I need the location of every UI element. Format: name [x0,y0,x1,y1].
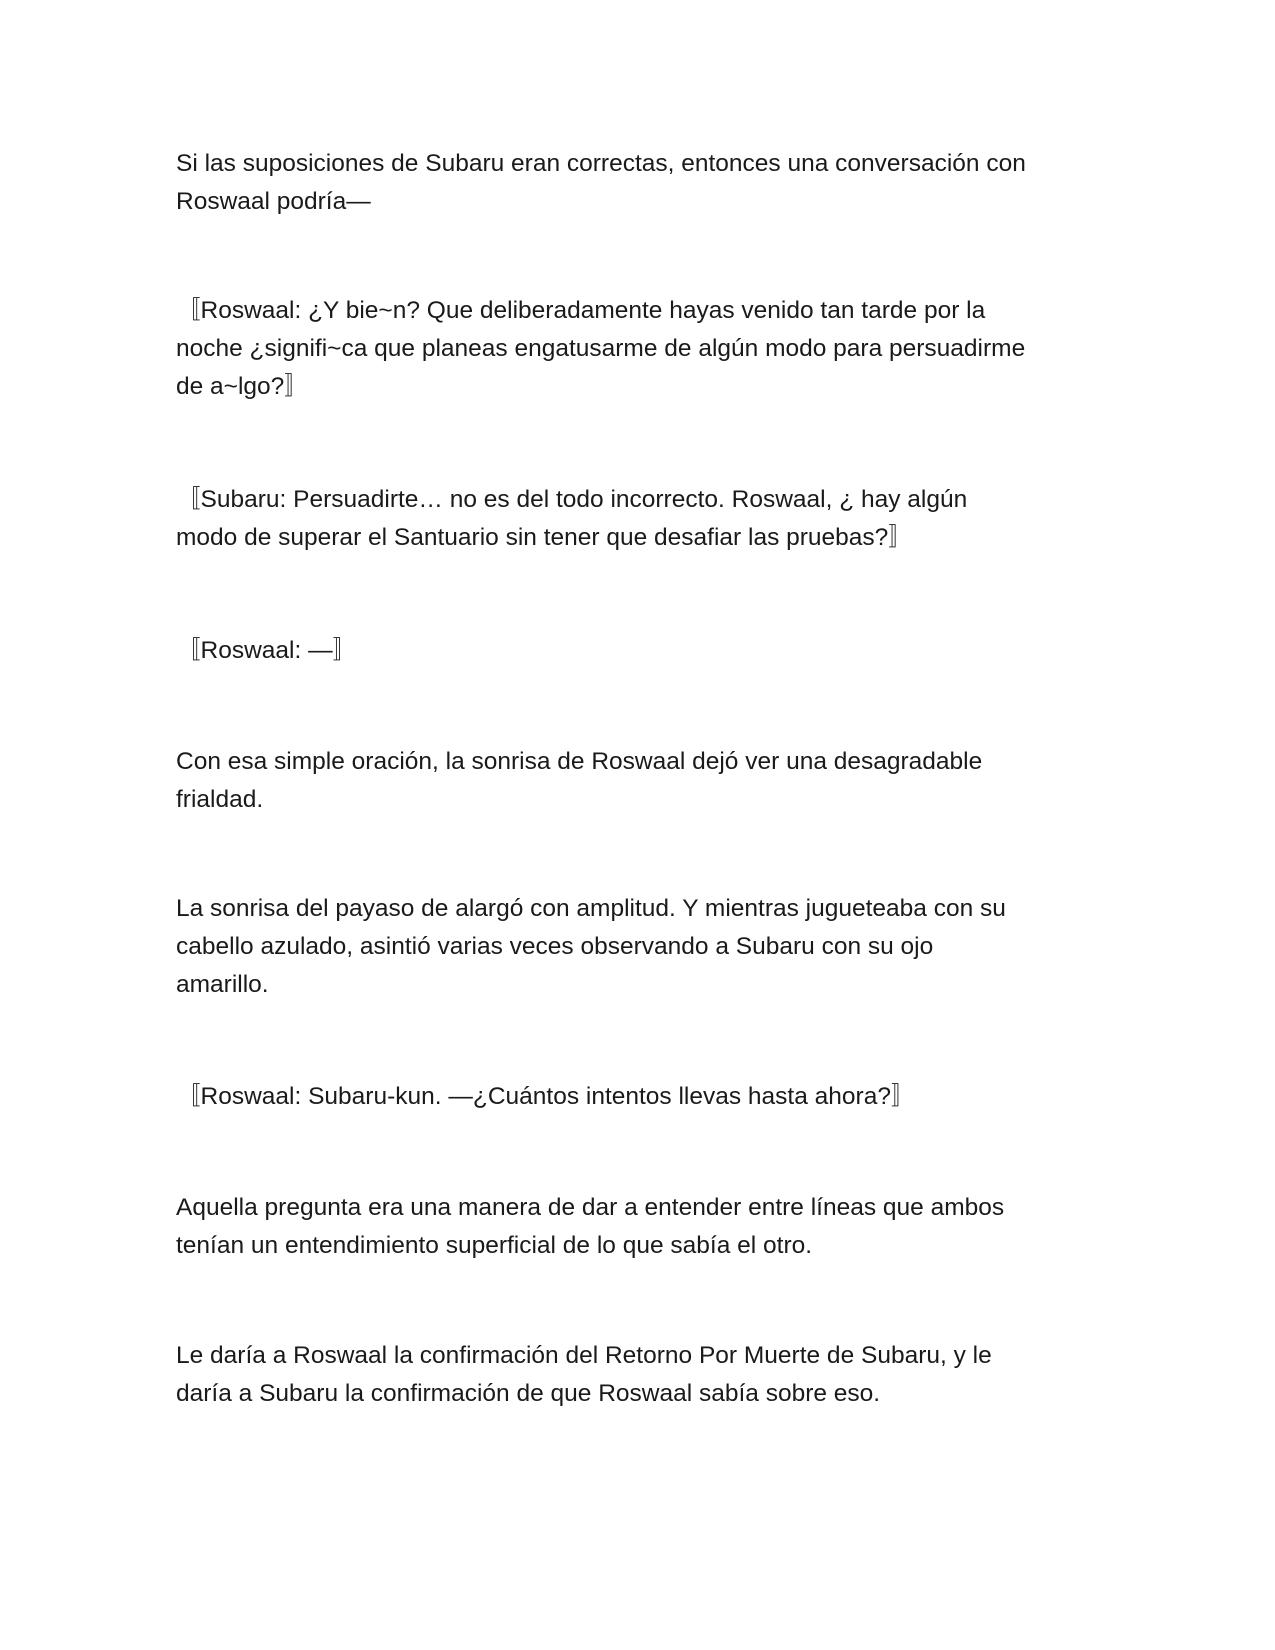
paragraph-dialogue-subaru [176,481,1106,557]
text-line: frialdad. [176,786,264,813]
text-line: 〚Roswaal: Subaru-kun. —¿Cuántos intentos llevas hasta ahora?〛 [176,1083,916,1110]
text-line: La sonrisa del payaso de alargó con amplitud. Y mientras jugueteaba con su [176,895,1006,922]
text-line: cabello azulado, asintió varias veces observando a Subaru con su ojo [176,933,934,960]
paragraph-narration [176,1189,1106,1265]
text-line: 〚Roswaal: ¿Y bie~n? Que deliberadamente hayas venido tan tarde por la [176,297,986,324]
text-line: amarillo. [176,971,269,998]
text-line: daría a Subaru la confirmación de que Roswaal sabía sobre eso. [176,1380,881,1407]
text-line: Le daría a Roswaal la confirmación del Retorno Por Muerte de Subaru, y le [176,1342,992,1369]
text-line: tenían un entendimiento superficial de lo que sabía el otro. [176,1232,813,1259]
text-line: 〚Subaru: Persuadirte… no es del todo incorrecto. Roswaal, ¿ hay algún [176,486,968,513]
paragraph-dialogue-roswaal [176,1078,1106,1116]
paragraph-narration [176,145,1106,221]
text-line: Aquella pregunta era una manera de dar a entender entre líneas que ambos [176,1194,1005,1221]
text-line: Roswaal podría— [176,188,371,215]
paragraph-narration [176,890,1106,1004]
paragraph-narration [176,743,1106,819]
text-line: de a~lgo?〛 [176,373,309,400]
paragraph-dialogue-roswaal [176,632,1106,670]
text-line: noche ¿signifi~ca que planeas engatusarme de algún modo para persuadirme [176,335,1026,362]
paragraph-narration [176,1337,1106,1413]
text-line: 〚Roswaal: —〛 [176,637,358,664]
text-line: Con esa simple oración, la sonrisa de Roswaal dejó ver una desagradable [176,748,983,775]
text-line: modo de superar el Santuario sin tener que desafiar las pruebas?〛 [176,524,913,551]
text-line: Si las suposiciones de Subaru eran correctas, entonces una conversación con [176,150,1026,177]
paragraph-dialogue-roswaal [176,292,1106,406]
